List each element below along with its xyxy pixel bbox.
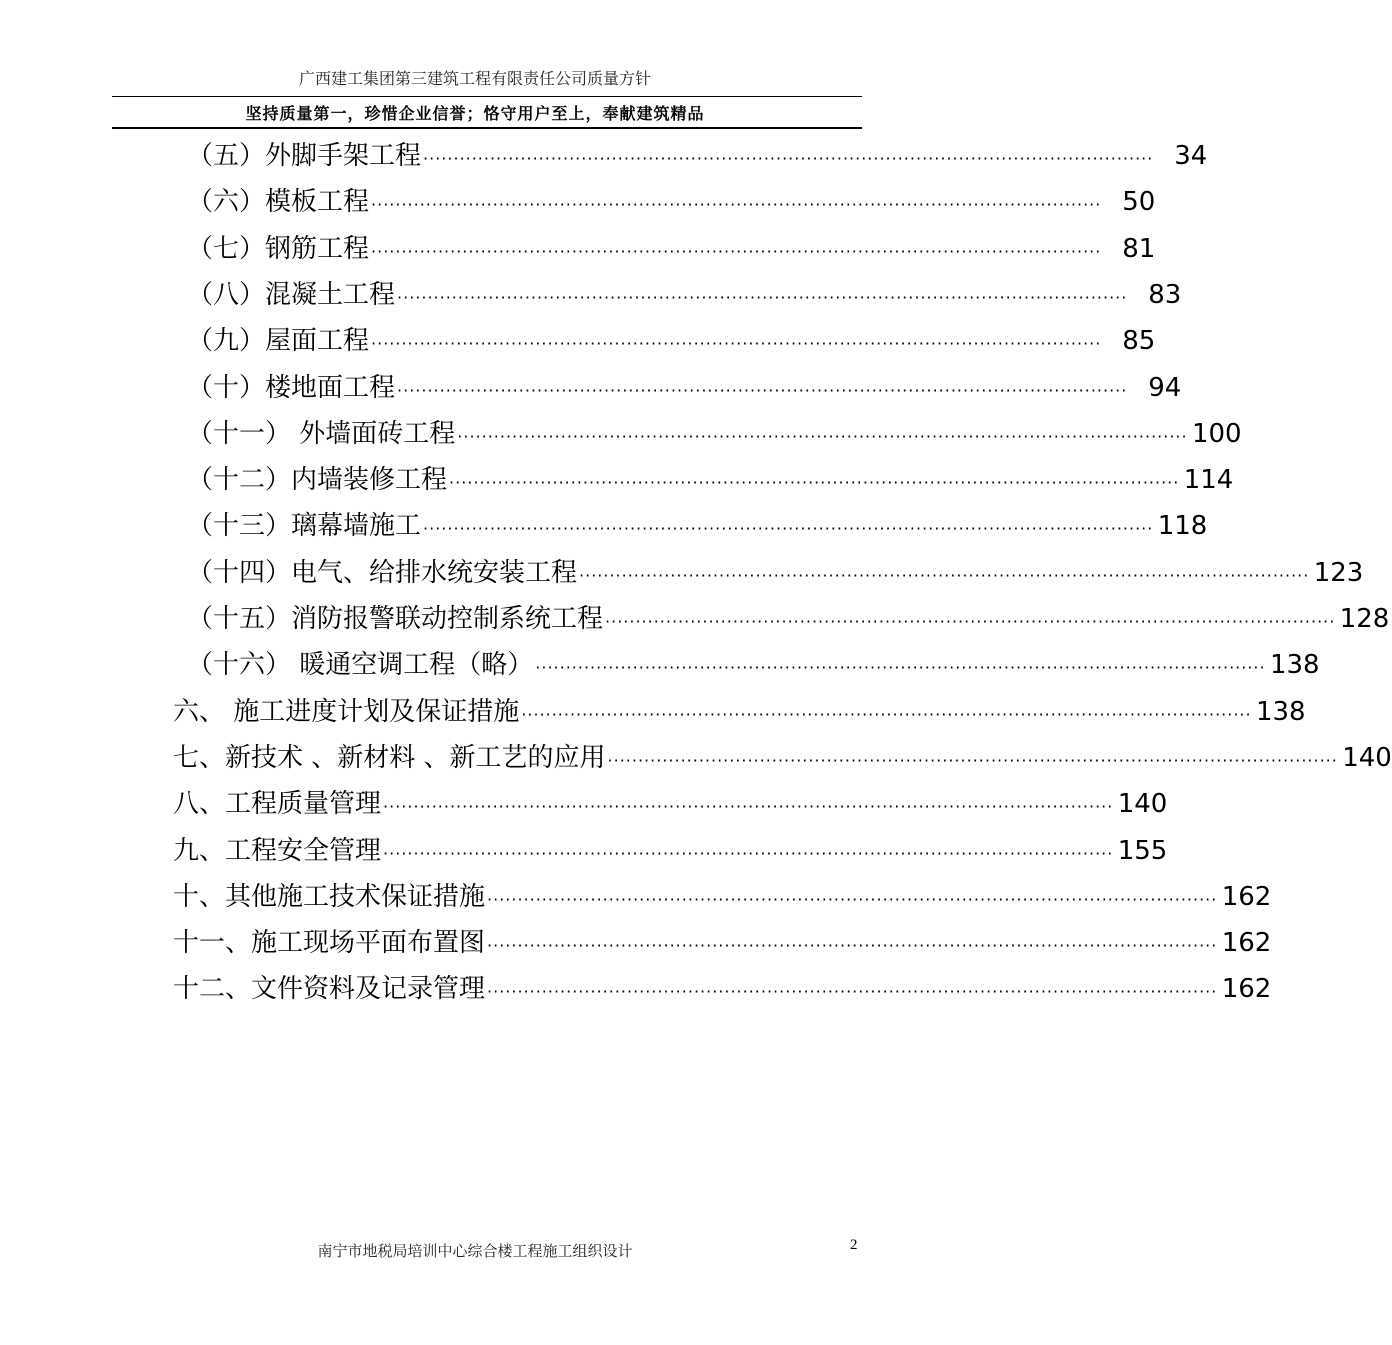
header-company-policy: 广西建工集团第三建筑工程有限责任公司质量方针	[298, 69, 651, 88]
toc-entry-page: 100	[1191, 418, 1242, 449]
toc-dot-leader: ························································································································	[371, 334, 1102, 354]
toc-entry[interactable]	[173, 782, 1168, 826]
toc-entry-page: 118	[1157, 511, 1208, 542]
toc-entry-page: 83	[1148, 279, 1182, 310]
header-rule-bottom	[112, 127, 862, 129]
toc-entry-title: （七）钢筋工程	[187, 233, 370, 264]
toc-entry-title: 十一、施工现场平面布置图	[173, 928, 486, 959]
toc-dot-leader: ························································································································	[423, 519, 1154, 539]
toc-entry-page: 140	[1117, 789, 1168, 820]
toc-dot-leader: ························································································································	[397, 380, 1128, 400]
toc-entry-page: 128	[1339, 604, 1390, 634]
toc-entry[interactable]	[173, 875, 1272, 919]
toc-entry[interactable]	[187, 134, 1208, 178]
toc-entry-title: 十二、文件资料及记录管理	[173, 974, 486, 1005]
toc-dot-leader: ························································································································	[423, 149, 1154, 168]
toc-entry[interactable]	[187, 597, 1390, 641]
toc-entry[interactable]	[187, 504, 1208, 548]
toc-entry-title: （十五）消防报警联动控制系统工程	[187, 604, 604, 634]
toc-dot-leader: ························································································································	[397, 287, 1128, 307]
toc-dot-leader: ························································································································	[535, 658, 1266, 678]
toc-entry[interactable]	[173, 829, 1168, 873]
toc-entry[interactable]	[187, 412, 1242, 456]
toc-dot-leader: ························································································································	[371, 195, 1102, 215]
toc-entry-title: 七、新技术 、新材料 、新工艺的应用	[173, 742, 606, 773]
toc-entry[interactable]	[187, 643, 1320, 687]
toc-dot-leader: ························································································································	[383, 797, 1114, 817]
toc-entry-page: 138	[1255, 696, 1306, 727]
toc-entry-page: 34	[1174, 141, 1208, 171]
toc-entry-page: 81	[1122, 233, 1156, 264]
header-motto: 坚持质量第一，珍惜企业信誉；恪守用户至上，奉献建筑精品	[245, 104, 705, 123]
toc-entry-title: 八、工程质量管理	[173, 789, 382, 820]
toc-entry[interactable]	[173, 736, 1392, 780]
toc-dot-leader: ························································································································	[605, 612, 1336, 631]
toc-entry-page: 155	[1117, 835, 1168, 866]
toc-dot-leader: ························································································································	[457, 426, 1188, 446]
toc-entry-page: 162	[1221, 928, 1272, 959]
toc-entry[interactable]	[187, 227, 1156, 271]
toc-entry-title: （六）模板工程	[187, 187, 370, 218]
toc-entry-title: （十一） 外墙面砖工程	[187, 418, 456, 449]
toc-entry-title: （十四）电气、给排水统安装工程	[187, 557, 578, 588]
toc-entry-title: （八）混凝土工程	[187, 279, 396, 310]
toc-dot-leader: ························································································································	[579, 565, 1310, 585]
toc-dot-leader: ························································································································	[607, 750, 1338, 770]
toc-entry-title: 九、工程安全管理	[173, 835, 382, 866]
toc-dot-leader: ························································································································	[487, 889, 1218, 909]
toc-entry[interactable]	[187, 458, 1234, 502]
toc-entry-page: 94	[1148, 372, 1182, 403]
header-rule-top	[112, 96, 862, 97]
toc-dot-leader: ························································································································	[449, 473, 1180, 493]
toc-entry[interactable]	[187, 319, 1156, 363]
toc-dot-leader: ························································································································	[487, 936, 1218, 956]
toc-entry-title: （十六） 暖通空调工程（略）	[187, 650, 534, 681]
toc-dot-leader: ························································································································	[521, 704, 1252, 724]
toc-entry-page: 85	[1122, 326, 1156, 357]
toc-dot-leader: ························································································································	[383, 843, 1114, 863]
footer-page-number: 2	[850, 1237, 858, 1253]
toc-entry-page: 50	[1122, 187, 1156, 218]
toc-entry-title: 六、 施工进度计划及保证措施	[173, 696, 520, 727]
toc-entry[interactable]	[187, 551, 1364, 595]
toc-dot-leader: ························································································································	[487, 982, 1218, 1002]
toc-entry-title: （九）屋面工程	[187, 326, 370, 357]
toc-entry-page: 162	[1221, 881, 1272, 912]
toc-entry-page: 114	[1183, 465, 1234, 496]
toc-entry[interactable]	[187, 366, 1182, 410]
toc-entry-title: （十三）璃幕墙施工	[187, 511, 422, 542]
toc-entry-title: （十）楼地面工程	[187, 372, 396, 403]
toc-entry-page: 162	[1221, 974, 1272, 1005]
toc-entry[interactable]	[173, 690, 1306, 734]
toc-entry[interactable]	[173, 921, 1272, 965]
toc-entry-page: 138	[1269, 650, 1320, 681]
toc-dot-leader: ························································································································	[371, 241, 1102, 261]
toc-entry[interactable]	[173, 967, 1272, 1011]
toc-entry-page: 123	[1313, 557, 1364, 588]
toc-entry-title: （十二）内墙装修工程	[187, 465, 448, 496]
toc-entry-page: 140	[1342, 742, 1392, 773]
toc-entry[interactable]	[187, 273, 1182, 317]
toc-entry-title: （五）外脚手架工程	[187, 141, 422, 171]
toc-entry[interactable]	[187, 180, 1156, 224]
footer-project-title: 南宁市地税局培训中心综合楼工程施工组织设计	[317, 1242, 633, 1260]
toc-entry-title: 十、其他施工技术保证措施	[173, 881, 486, 912]
